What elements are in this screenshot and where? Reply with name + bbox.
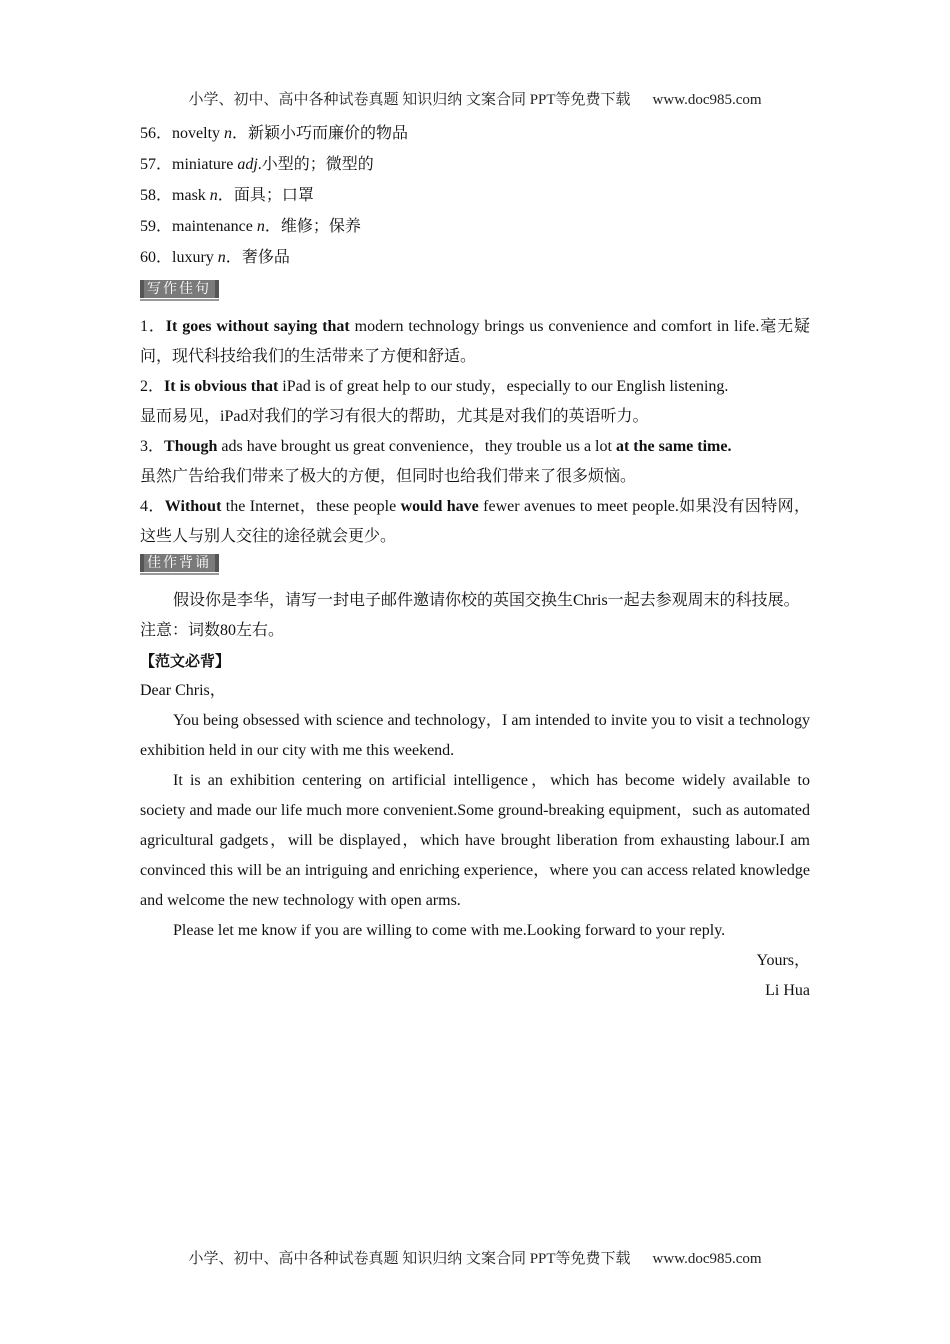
example-sentence-4: 4．Without the Internet，these people would have fewer avenues to meet people.如果没有因特网，这些人与别人交往的途径就会更少。 [140,498,811,545]
letter-closing: Yours， [756,952,810,969]
footer-site: www.doc985.com [652,1251,762,1267]
vocab-item: 58．mask n．面具；口罩 [140,187,314,204]
model-heading: 【范文必背】 [140,652,231,670]
page-header [0,88,950,109]
document-body [140,124,810,1006]
header-site: www.doc985.com [652,92,762,108]
letter-paragraph-2: It is an exhibition centering on artificial intelligence，which has become widely available to society and made our life much more convenient.Some ground-breaking equipment，such as automated agricultural gadgets，will be displayed，which have brought liberation from exhausting labour.I am convinced this will be an intriguing and enriching experience，where you can access related knowledge and welcome the new technology with open arms. [140,772,811,909]
page-footer [0,1247,950,1268]
letter-salutation: Dear Chris， [140,682,226,699]
section-tag: 佳作背诵 [140,554,219,572]
letter-paragraph-1: You being obsessed with science and technology，I am intended to invite you to visit a technology exhibition held in our city with me this weekend. [140,712,810,759]
footer-text: 小学、初中、高中各种试卷真题 知识归纳 文案合同 PPT等免费下载 [188,1251,631,1267]
example-sentence-1: 1．It goes without saying that modern technology brings us convenience and comfort in life.毫无疑问，现代科技给我们的生活带来了方便和舒适。 [140,318,810,365]
section-heading-recite [140,554,810,572]
section-tag: 写作佳句 [140,280,219,298]
letter-signature: Li Hua [765,982,810,999]
vocab-item: 56．novelty n．新颖小巧而廉价的物品 [140,125,409,142]
example-sentence-2: 2．It is obvious that iPad is of great help to our study，especially to our English listening. [140,378,729,395]
task-note: 注意：词数80左右。 [140,622,285,639]
vocab-item: 57．miniature adj.小型的；微型的 [140,156,374,173]
vocab-item: 59．maintenance n．维修；保养 [140,218,361,235]
example-sentence-2-translation: 显而易见，iPad对我们的学习有很大的帮助，尤其是对我们的英语听力。 [140,408,649,425]
example-sentence-3: 3．Though ads have brought us great convenience，they trouble us a lot at the same time. [140,438,732,455]
section-heading-writing [140,280,810,298]
letter-paragraph-3: Please let me know if you are willing to come with me.Looking forward to your reply. [173,922,726,939]
vocab-item: 60．luxury n．奢侈品 [140,249,290,266]
task-prompt: 假设你是李华，请写一封电子邮件邀请你校的英国交换生Chris一起去参观周末的科技展。 [173,592,800,609]
header-text: 小学、初中、高中各种试卷真题 知识归纳 文案合同 PPT等免费下载 [188,92,631,108]
example-sentence-3-translation: 虽然广告给我们带来了极大的方便，但同时也给我们带来了很多烦恼。 [140,468,637,485]
